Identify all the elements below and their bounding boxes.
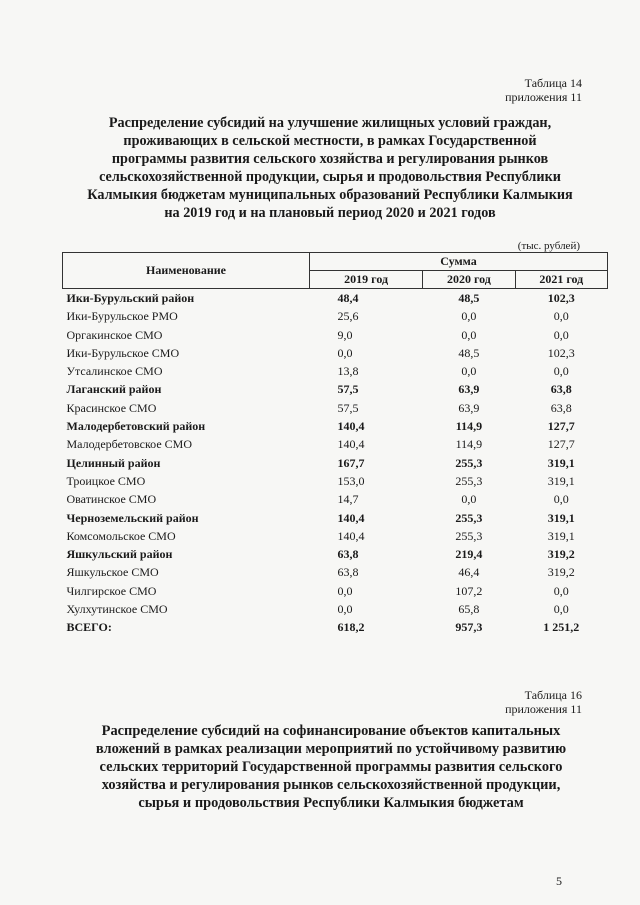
row-value-2020: 107,2 bbox=[455, 583, 483, 598]
row-value-2021: 102,3 bbox=[547, 291, 575, 305]
row-name: Чилгирское СМО bbox=[66, 583, 157, 598]
row-value-2019: 63,8 bbox=[337, 547, 359, 562]
row-value-2020: 0,0 bbox=[461, 309, 477, 324]
row-value-2021: 0,0 bbox=[553, 602, 569, 617]
title-line: Распределение субсидий на улучшение жилищных условий граждан, bbox=[108, 115, 552, 131]
row-name: Яшкульский район bbox=[66, 547, 173, 562]
row-value-2019: 57,5 bbox=[337, 400, 359, 415]
row-value-2020: 63,9 bbox=[458, 382, 480, 397]
row-value-2021: 319,2 bbox=[547, 547, 575, 562]
row-name: Малодербетовское СМО bbox=[66, 437, 192, 452]
row-name: Утсалинское СМО bbox=[66, 364, 163, 379]
row-value-2019: 9,0 bbox=[337, 327, 353, 342]
title-line: вложений в рамках реализации мероприятий по устойчивому развитию bbox=[95, 741, 567, 757]
row-value-2020: 0,0 bbox=[461, 492, 477, 507]
units-label: (тыс. рублей) bbox=[517, 240, 580, 252]
row-value-2020: 0,0 bbox=[461, 364, 477, 379]
row-value-2020: 48,5 bbox=[458, 345, 480, 360]
table-14-number: Таблица 14 bbox=[524, 76, 582, 90]
row-value-2019: 140,4 bbox=[337, 419, 365, 434]
row-name: Троицкое СМО bbox=[66, 473, 146, 488]
row-value-2021: 319,1 bbox=[547, 473, 575, 488]
row-value-2020: 114,9 bbox=[455, 419, 483, 434]
row-value-2021: 0,0 bbox=[553, 327, 569, 342]
row-value-2019: 25,6 bbox=[337, 309, 359, 324]
table-row bbox=[63, 563, 608, 581]
table-row bbox=[63, 509, 608, 527]
subsidy-table bbox=[62, 252, 608, 637]
table-row bbox=[63, 545, 608, 563]
row-value-2019: 0,0 bbox=[337, 602, 353, 617]
row-value-2021: 0,0 bbox=[553, 309, 569, 324]
row-value-2020: 255,3 bbox=[455, 473, 483, 488]
table-row bbox=[63, 454, 608, 472]
row-value-2019: 48,4 bbox=[337, 291, 359, 305]
title-line: хозяйства и регулирования рынков сельскохозяйственной продукции, bbox=[101, 777, 561, 793]
row-value-2019: 13,8 bbox=[337, 364, 359, 379]
row-value-2020: 46,4 bbox=[458, 565, 480, 580]
table-row bbox=[63, 618, 608, 636]
row-value-2019: 57,5 bbox=[337, 382, 359, 397]
table-14-title bbox=[70, 114, 590, 222]
title-line: сырья и продовольствия Республики Калмыкия бюджетам bbox=[138, 795, 524, 811]
row-value-2021: 0,0 bbox=[553, 583, 569, 598]
table-row bbox=[63, 326, 608, 344]
table-row bbox=[63, 362, 608, 380]
row-name: Ики-Бурульское СМО bbox=[66, 345, 180, 360]
table-row bbox=[63, 380, 608, 398]
row-value-2021: 127,7 bbox=[547, 419, 575, 434]
row-name: ВСЕГО: bbox=[66, 620, 112, 635]
row-value-2019: 0,0 bbox=[337, 583, 353, 598]
title-line: на 2019 год и на плановый период 2020 и 2021 годов bbox=[164, 205, 496, 221]
table-row bbox=[63, 527, 608, 545]
row-value-2020: 114,9 bbox=[455, 437, 483, 452]
table-body bbox=[63, 289, 608, 637]
row-value-2020: 219,4 bbox=[455, 547, 483, 562]
row-value-2021: 319,2 bbox=[547, 565, 575, 580]
table-16-number: Таблица 16 bbox=[524, 688, 582, 702]
table-14-reference bbox=[505, 76, 582, 104]
title-line: сельских территорий Государственной программы развития сельского bbox=[99, 759, 563, 775]
row-value-2019: 0,0 bbox=[337, 345, 353, 360]
row-name: Оватинское СМО bbox=[66, 492, 157, 507]
row-name: Черноземельский район bbox=[66, 510, 199, 525]
table-14-appendix: приложения 11 bbox=[505, 90, 582, 104]
row-value-2021: 63,8 bbox=[550, 400, 572, 415]
table-row bbox=[63, 472, 608, 490]
row-name: Малодербетовский район bbox=[66, 419, 206, 434]
row-value-2021: 127,7 bbox=[547, 437, 575, 452]
table-row bbox=[63, 399, 608, 417]
row-value-2020: 63,9 bbox=[458, 400, 480, 415]
header-2020: 2020 год bbox=[423, 271, 515, 289]
page-number: 5 bbox=[556, 874, 562, 888]
row-value-2020: 255,3 bbox=[455, 510, 483, 525]
row-value-2019: 167,7 bbox=[337, 455, 365, 470]
table-row bbox=[63, 417, 608, 435]
row-name: Хулхутинское СМО bbox=[66, 602, 168, 617]
table-16-appendix: приложения 11 bbox=[505, 702, 582, 716]
row-value-2021: 319,1 bbox=[547, 510, 575, 525]
table-row bbox=[63, 289, 608, 308]
row-value-2021: 0,0 bbox=[553, 364, 569, 379]
row-name: Оргакинское СМО bbox=[66, 327, 163, 342]
header-2019: 2019 год bbox=[310, 271, 423, 289]
row-value-2021: 63,8 bbox=[550, 382, 572, 397]
row-value-2021: 1 251,2 bbox=[543, 620, 580, 635]
row-value-2019: 140,4 bbox=[337, 528, 365, 543]
title-line: программы развития сельского хозяйства и регулирования рынков bbox=[111, 151, 549, 167]
row-name: Красинское СМО bbox=[66, 400, 157, 415]
header-name: Наименование bbox=[63, 253, 310, 289]
row-value-2020: 957,3 bbox=[455, 620, 483, 635]
row-value-2021: 319,1 bbox=[547, 455, 575, 470]
row-value-2020: 65,8 bbox=[458, 602, 480, 617]
row-value-2019: 63,8 bbox=[337, 565, 359, 580]
table-row bbox=[63, 344, 608, 362]
row-value-2021: 102,3 bbox=[547, 345, 575, 360]
row-name: Ики-Бурульское РМО bbox=[66, 309, 178, 324]
row-value-2019: 140,4 bbox=[337, 510, 365, 525]
row-value-2020: 48,5 bbox=[458, 291, 480, 305]
row-name: Яшкульское СМО bbox=[66, 565, 159, 580]
header-2021: 2021 год bbox=[515, 271, 607, 289]
table-row bbox=[63, 307, 608, 325]
row-value-2019: 618,2 bbox=[337, 620, 365, 635]
table-row bbox=[63, 490, 608, 508]
row-value-2021: 319,1 bbox=[547, 528, 575, 543]
title-line: Калмыкия бюджетам муниципальных образований Республики Калмыкия bbox=[87, 187, 573, 203]
row-name: Лаганский район bbox=[66, 382, 162, 397]
title-line: проживающих в сельской местности, в рамках Государственной bbox=[123, 133, 537, 149]
row-value-2019: 14,7 bbox=[337, 492, 359, 507]
table-row bbox=[63, 435, 608, 453]
row-value-2019: 140,4 bbox=[337, 437, 365, 452]
row-name: Комсомольское СМО bbox=[66, 528, 176, 543]
title-line: Распределение субсидий на софинансирование объектов капитальных bbox=[101, 723, 561, 739]
table-16-reference bbox=[505, 688, 582, 716]
header-sum: Сумма bbox=[310, 253, 608, 271]
table-row bbox=[63, 582, 608, 600]
row-value-2019: 153,0 bbox=[337, 473, 365, 488]
title-line: сельскохозяйственной продукции, сырья и продовольствия Республики bbox=[99, 169, 561, 185]
row-name: Ики-Бурульский район bbox=[66, 291, 195, 305]
row-name: Целинный район bbox=[66, 455, 161, 470]
row-value-2021: 0,0 bbox=[553, 492, 569, 507]
table-row bbox=[63, 600, 608, 618]
table-16-title bbox=[66, 722, 596, 812]
row-value-2020: 255,3 bbox=[455, 455, 483, 470]
row-value-2020: 255,3 bbox=[455, 528, 483, 543]
row-value-2020: 0,0 bbox=[461, 327, 477, 342]
